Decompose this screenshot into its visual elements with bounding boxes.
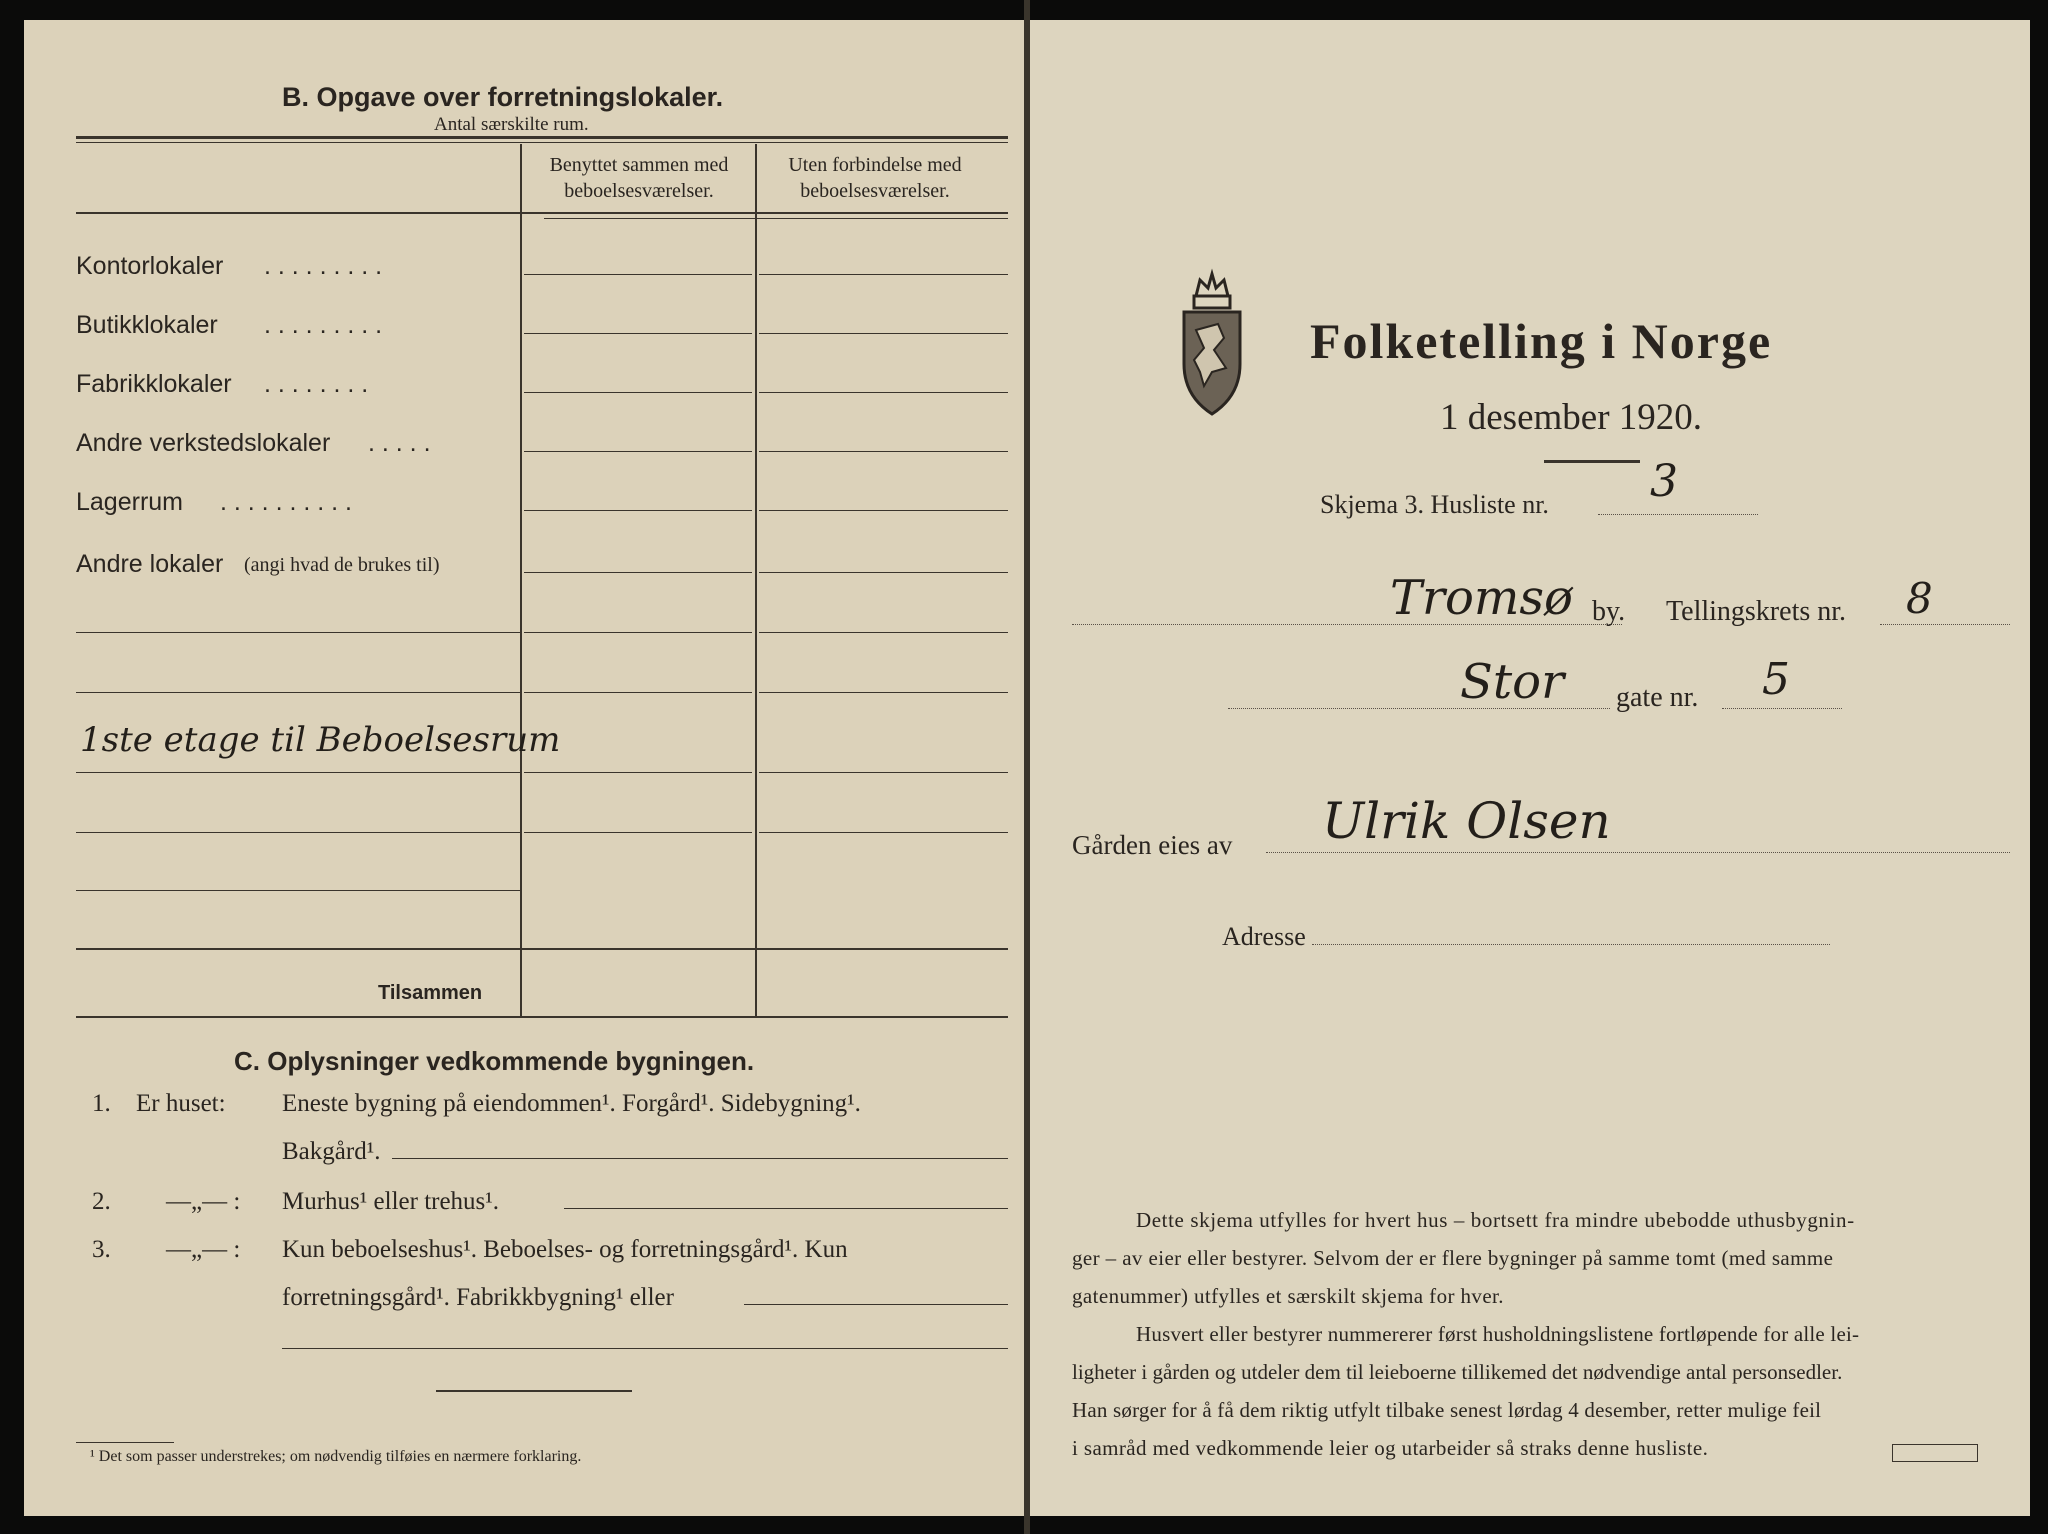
column-divider-2 <box>755 144 757 1016</box>
tellingskrets-label: Tellingskrets nr. <box>1666 596 1847 627</box>
instruction-line-3: gatenummer) utfylles et særskilt skjema for hver. <box>1072 1284 1504 1308</box>
adresse-field[interactable] <box>1312 944 1830 945</box>
row-label-andre-lokaler: Andre lokaler <box>76 550 224 578</box>
handwritten-note: 1ste etage til Beboelsesrum <box>80 720 561 760</box>
page-fold <box>1024 0 1030 1534</box>
col2-header-line1: Uten forbindelse med <box>788 154 962 176</box>
c-item-1-text: Eneste bygning på eiendommen¹. Forgård¹. Sidebygning¹. <box>282 1090 861 1117</box>
c-item-3-lead: —„— : <box>166 1236 241 1263</box>
left-page: B. Opgave over forretningslokaler. Antal særskilte rum. Benyttet sammen med beboelsesværelser. Uten forbindelse med beboelsesværelser. Kontorlokaler . . . . . . . . . Butikklokaler . . . . . . . . . Fabrikklokaler . . . . . . . . Andre verkstedslokaler . . . . . Lagerrum . . . . . . . . . . Andre lokaler (angi hvad de brukes til) 1ste etage til Beboelsesrum Tilsammen C. Oplysninger vedkommende bygningen. 1. Er huset: Eneste bygning på eiendommen¹. Forgård¹. Sidebygning¹. Bakgård¹. 2. —„— : Murhus¹ eller trehus¹. 3. —„— : Kun beboelseshus¹. Beboelses- og forretningsgård¹. Kun forretningsgård¹. Fabrikkbygning¹ eller ¹ Det som passer understrekes; om nødvendig tilføies en nærmere forklaring. <box>24 20 1024 1516</box>
section-c-title: C. Oplysninger vedkommende bygningen. <box>234 1046 755 1076</box>
section-b-title: B. Opgave over forretningslokaler. <box>282 82 724 112</box>
c-item-1-lead: Er huset: <box>136 1090 226 1117</box>
by-label: by. <box>1592 596 1626 627</box>
adresse-label: Adresse <box>1222 922 1306 951</box>
total-bottom-rule <box>76 1016 1008 1018</box>
row-label-butikklokaler: Butikklokaler <box>76 311 218 339</box>
row-label-kontorlokaler: Kontorlokaler <box>76 252 224 280</box>
city-value[interactable]: Tromsø <box>1390 570 1573 626</box>
tellingskrets-nr-value[interactable]: 8 <box>1906 574 1933 623</box>
top-rule <box>76 136 1008 139</box>
section-b-subtitle: Antal særskilte rum. <box>434 114 589 135</box>
instruction-line-7: i samråd med vedkommende leier og utarbeider så straks denne husliste. <box>1072 1436 1709 1460</box>
header-bottom-rule <box>76 212 1008 214</box>
c-item-2-lead: —„— : <box>166 1188 241 1215</box>
row-label-andre-verkstedslokaler: Andre verkstedslokaler <box>76 429 331 457</box>
footnote: ¹ Det som passer understrekes; om nødvendig tilføies en nærmere forklaring. <box>90 1448 582 1465</box>
owner-label: Gården eies av <box>1072 830 1233 860</box>
column-divider-1 <box>520 144 522 1016</box>
right-page <box>1030 20 2030 1516</box>
c-item-3-num: 3. <box>92 1236 111 1263</box>
c-item-2-num: 2. <box>92 1188 111 1215</box>
document-date: 1 desember 1920. <box>1440 397 1703 438</box>
row-label-lagerrum: Lagerrum <box>76 488 183 516</box>
short-divider <box>436 1390 632 1392</box>
col2-header-line2: beboelsesværelser. <box>800 180 950 202</box>
instruction-line-6: Han sørger for å få dem riktig utfylt tilbake senest lørdag 4 desember, retter mulige feil <box>1072 1398 1822 1422</box>
skjema-label: Skjema 3. Husliste nr. <box>1320 490 1549 519</box>
gate-label: gate nr. <box>1616 682 1699 713</box>
title-divider <box>1544 460 1640 463</box>
owner-value[interactable]: Ulrik Olsen <box>1322 792 1611 850</box>
instruction-line-5: ligheter i gården og utdeler dem til leieboerne tillikemed det nødvendige antal personsedler. <box>1072 1360 1843 1384</box>
c-item-1-text2: Bakgård¹. <box>282 1138 381 1165</box>
col1-header-line2: beboelsesværelser. <box>564 180 714 202</box>
street-value[interactable]: Stor <box>1460 654 1565 710</box>
instruction-line-1: Dette skjema utfylles for hvert hus – bortsett fra mindre ubebodde uthusbygnin- <box>1136 1208 1855 1232</box>
instruction-line-2: ger – av eier eller bestyrer. Selvom der er flere bygninger på samme tomt (med samme <box>1072 1246 1834 1270</box>
printer-stamp <box>1892 1444 1978 1462</box>
c-item-1-num: 1. <box>92 1090 111 1117</box>
norwegian-coat-of-arms-icon <box>1178 268 1246 418</box>
total-label: Tilsammen <box>378 982 483 1004</box>
c-item-3-text2: forretningsgård¹. Fabrikkbygning¹ eller <box>282 1284 674 1311</box>
c-item-2-text: Murhus¹ eller trehus¹. <box>282 1188 500 1215</box>
husliste-nr-value[interactable]: 3 <box>1650 456 1678 507</box>
total-top-rule <box>76 948 1008 950</box>
col1-header-line1: Benyttet sammen med <box>549 154 729 176</box>
document-title: Folketelling i Norge <box>1310 313 1773 369</box>
row-label-fabrikklokaler: Fabrikklokaler <box>76 370 232 398</box>
row-note-andre-lokaler: (angi hvad de brukes til) <box>244 554 440 576</box>
instruction-line-4: Husvert eller bestyrer nummererer først husholdningslistene fortløpende for alle lei- <box>1136 1322 1860 1346</box>
c-item-3-text: Kun beboelseshus¹. Beboelses- og forretningsgård¹. Kun <box>282 1236 848 1263</box>
gate-nr-value[interactable]: 5 <box>1762 654 1790 705</box>
